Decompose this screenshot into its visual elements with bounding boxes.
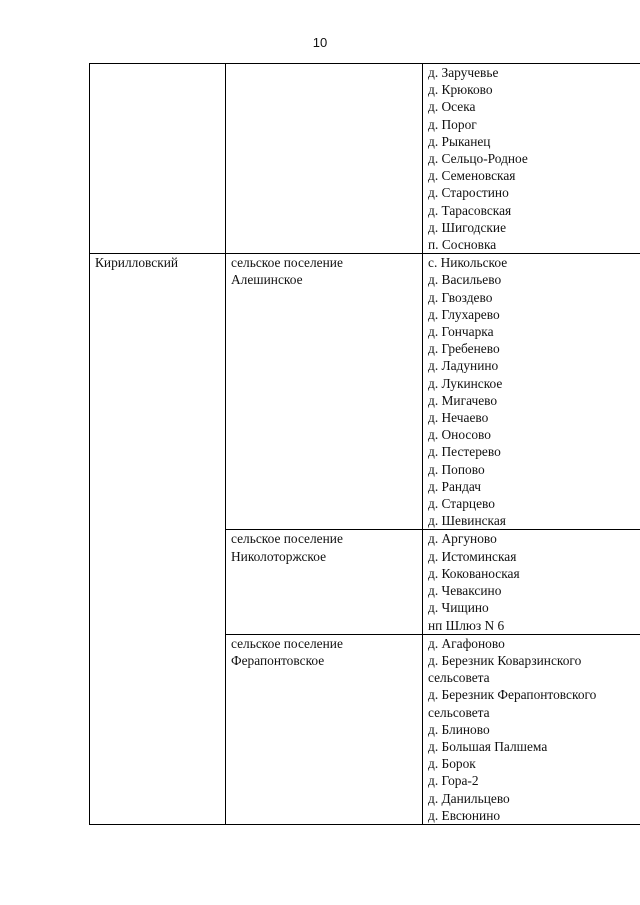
locality-item: д. Заручевье xyxy=(428,65,499,80)
locality-item: д. Агафоново xyxy=(428,635,505,651)
locality-item: д. Мигачево xyxy=(428,392,498,408)
settlement-name: Ферапонтовское xyxy=(231,652,325,668)
locality-item: д. Кокованоская xyxy=(428,565,520,581)
locality-item: д. Пестерево xyxy=(428,444,501,460)
locality-item: д. Березник Ферапонтовского сельсовета xyxy=(428,687,597,720)
locality-item: д. Тарасовская xyxy=(428,202,512,218)
settlement-name: Николоторжское xyxy=(231,548,327,564)
table-row xyxy=(90,254,640,530)
locality-item: д. Лукинское xyxy=(428,375,503,391)
locality-item: д. Старцево xyxy=(428,496,495,512)
locality-item: д. Истоминская xyxy=(428,548,517,564)
locality-item: д. Шевинская xyxy=(428,513,506,529)
locality-item: д. Ладунино xyxy=(428,358,499,374)
locality-item: с. Никольское xyxy=(428,255,508,271)
locality-item: д. Борок xyxy=(428,756,476,772)
locality-item: д. Васильево xyxy=(428,272,502,288)
locality-item: д. Рыканец xyxy=(428,133,491,149)
locality-item: д. Чеваксино xyxy=(428,583,502,599)
settlement-type: сельское поселение xyxy=(231,531,343,547)
settlement-type: сельское поселение xyxy=(231,255,343,271)
locality-item: д. Блиново xyxy=(428,721,490,737)
locality-item: д. Семеновская xyxy=(428,168,516,184)
district-name: Кирилловский xyxy=(95,255,179,271)
locality-item: д. Оносово xyxy=(428,427,491,443)
locality-item: д. Большая Палшема xyxy=(428,738,548,754)
locality-item: д. Попово xyxy=(428,461,485,477)
district-cell xyxy=(90,254,226,825)
locality-item: д. Старостино xyxy=(428,185,509,201)
locality-item: д. Гвоздево xyxy=(428,289,493,305)
settlement-cell xyxy=(226,634,423,824)
settlement-name: Алешинское xyxy=(231,272,303,288)
locality-item: д. Глухарево xyxy=(428,306,500,322)
locality-item: п. Сосновка xyxy=(428,237,497,253)
locality-item: д. Крюково xyxy=(428,82,493,98)
settlement-type: сельское поселение xyxy=(231,635,343,651)
locality-item: д. Гребенево xyxy=(428,341,500,357)
locality-item: д. Евсюнино xyxy=(428,807,501,823)
localities-cell xyxy=(423,634,640,824)
locality-item: д. Аргуново xyxy=(428,531,497,547)
settlement-cell xyxy=(226,254,423,530)
locality-item: д. Рандач xyxy=(428,478,482,494)
locality-item: д. Шигодские xyxy=(428,219,507,235)
locality-item: д. Порог xyxy=(428,116,477,132)
locality-item: нп Шлюз N 6 xyxy=(428,617,505,633)
locality-item: д. Гора-2 xyxy=(428,773,479,789)
settlement-cell xyxy=(226,530,423,634)
localities-cell xyxy=(423,254,640,530)
locality-item: д. Березник Коварзинского сельсовета xyxy=(428,652,582,686)
locality-item: д. Данильцево xyxy=(428,790,510,806)
localities-cell xyxy=(423,64,640,254)
settlements-table xyxy=(89,63,640,825)
settlement-cell xyxy=(226,64,423,254)
table-row xyxy=(90,64,640,254)
page-number: 10 xyxy=(312,35,328,50)
locality-item: д. Гончарка xyxy=(428,324,494,340)
localities-cell xyxy=(423,530,640,634)
locality-item: д. Нечаево xyxy=(428,410,489,426)
locality-item: д. Сельцо-Родное xyxy=(428,151,528,167)
district-cell xyxy=(90,64,226,254)
locality-item: д. Осека xyxy=(428,99,476,115)
locality-item: д. Чищино xyxy=(428,600,489,616)
